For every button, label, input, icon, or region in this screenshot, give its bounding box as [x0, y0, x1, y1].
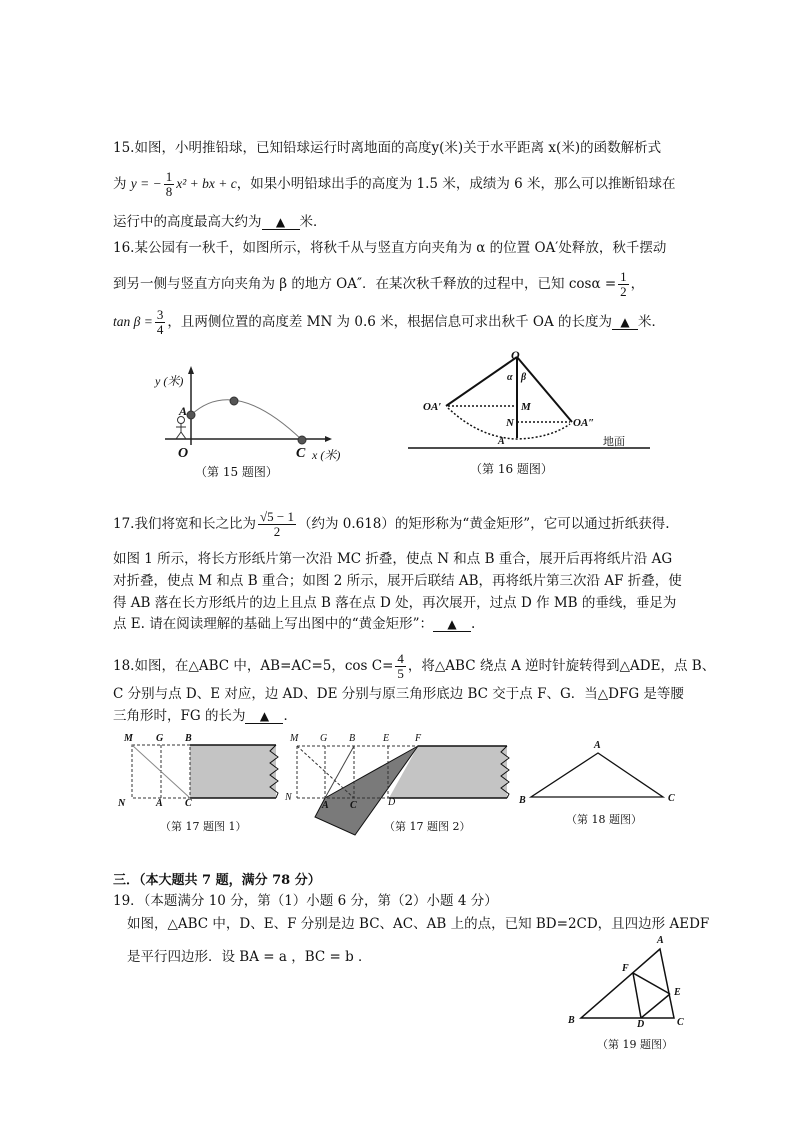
fraction-numerator: 1 [620, 269, 627, 284]
fraction [618, 270, 629, 299]
point-label: B [519, 795, 526, 806]
point-label: D [388, 797, 396, 808]
point-label: C [668, 793, 675, 804]
point-label: M [290, 733, 299, 744]
ground-label: 地面 [603, 435, 625, 448]
point-label: N [118, 798, 126, 809]
point-label: A [322, 800, 329, 811]
point-label: N [506, 417, 514, 429]
point-label: C [185, 798, 192, 809]
point-label: B [185, 733, 192, 744]
q17-text: 如图 1 所示，将长方形纸片第一次沿 MC 折叠，使点 N 和点 B 重合，展开后再将纸片沿 AG [113, 551, 673, 567]
figure-caption: （第 17 题图 1） [160, 820, 247, 833]
fraction [164, 170, 175, 199]
q16-line2 [113, 270, 644, 299]
q15-line3 [113, 213, 327, 231]
q19-text: 如图，△ABC 中，D、E、F 分别是边 BC、AC、AB 上的点，已知 BD=2CD，且四边形 AEDF [127, 916, 710, 932]
point-label: D [637, 1019, 645, 1030]
origin-label: O [178, 446, 189, 461]
question-number: 15. [113, 140, 135, 156]
triangle-icon: ▲ [620, 315, 630, 329]
fraction-denominator: 5 [397, 666, 404, 681]
q15-text: 运行中的高度最高大约为 [113, 214, 262, 230]
q15-text: 为 [113, 176, 127, 192]
q18-line1 [113, 652, 715, 681]
q18-text: ． [283, 708, 297, 724]
question-number: 17. [113, 516, 135, 532]
q17-text: 对折叠，使点 M 和点 B 重合；如图 2 所示，展开后联结 AB，再将纸片第三次沿 AF 折叠，使 [113, 573, 682, 589]
fraction-denominator: 2 [273, 524, 281, 539]
point-label: F [415, 733, 422, 744]
q17-line1 [113, 510, 670, 539]
figure-caption: （第 15 题图） [195, 465, 278, 479]
point-label: G [156, 733, 164, 744]
q16-text: ，且两侧位置的高度差 MN 为 0.6 米，根据信息可求出秋千 OA 的长度为 [167, 314, 613, 330]
fraction-numerator: √5 − 1 [259, 509, 294, 524]
figure-caption: （第 16 题图） [470, 462, 553, 476]
fraction [155, 308, 166, 337]
angle-label: α [507, 372, 513, 383]
point-label: M [124, 733, 133, 744]
fraction-denominator: 4 [156, 322, 164, 337]
point-label: N [285, 792, 292, 803]
q17-text: 得 AB 落在长方形纸片的边上且点 B 落在点 D 处，再次展开，过点 D 作 MB 的垂线，垂足为 [113, 595, 677, 611]
point-label: A [179, 404, 188, 418]
point-label: G [320, 733, 328, 744]
y-axis-label: y (米) [155, 374, 184, 388]
triangle-icon: ▲ [447, 617, 457, 631]
formula: y = − [130, 176, 162, 191]
q18-text: ，将△ABC 绕点 A 逆时针旋转得到△ADE，点 B、 [407, 658, 716, 674]
q19-text: 是平行四边形．设 BA = a ，BC = b ． [127, 949, 372, 965]
q16-text: ， [630, 276, 645, 292]
point-label: F [622, 963, 629, 974]
point-label: E [383, 733, 390, 744]
q15-text: ，如果小明铅球出手的高度为 1.5 米，成绩为 6 米，那么可以推断铅球在 [236, 176, 676, 192]
fraction-numerator: 3 [156, 307, 164, 322]
q15-line1 [113, 139, 661, 157]
point-label: C [350, 800, 357, 811]
q18-text: 如图，在△ABC 中，AB=AC=5，cos C= [134, 658, 394, 674]
q15-text: 如图，小明推铅球，已知铅球运行时离地面的高度y(米)关于水平距离 x(米)的函数解析式 [134, 140, 662, 156]
q16-line1 [113, 239, 666, 257]
x-axis-label: x (米) [312, 448, 341, 462]
answer-blank [262, 215, 300, 230]
q16-text: 米． [638, 314, 666, 330]
answer-blank [612, 315, 638, 330]
question-number: 18. [113, 658, 135, 674]
point-label: O [511, 348, 520, 362]
q16-text: 到另一侧与竖直方向夹角为 β 的地方 OA″．在某次秋千释放的过程中，已知 cosα = [113, 276, 617, 292]
answer-blank [433, 617, 471, 632]
point-label: A [594, 740, 601, 751]
point-label: E [674, 987, 681, 998]
section-title: 三．（本大题共 7 题，满分 78 分） [113, 873, 321, 888]
formula: tan β = [113, 314, 153, 329]
angle-label: β [521, 372, 527, 383]
q18-text: C 分别与点 D、E 对应，边 AD、DE 分别与原三角形底边 BC 交于点 F、G．当△DFG 是等腰 [113, 686, 684, 702]
fraction [258, 510, 296, 539]
point-label: OA″ [573, 417, 595, 429]
q18-line3 [113, 707, 297, 725]
point-label: C [677, 1017, 684, 1028]
q16-line3 [113, 308, 665, 337]
point-label: M [521, 401, 531, 413]
q19-header: 19．（本题满分 10 分，第（1）小题 6 分，第（2）小题 4 分） [113, 893, 498, 909]
fraction [395, 652, 406, 681]
q17-text: 点 E. 请在阅读理解的基础上写出图中的“黄金矩形”： [113, 616, 434, 632]
point-label: B [568, 1015, 575, 1026]
q16-text: 某公园有一秋千，如图所示，将秋千从与竖直方向夹角为 α 的位置 OA′处释放，秋千摆动 [134, 240, 667, 256]
q15-line2 [113, 170, 676, 199]
figure-caption: （第 18 题图） [566, 813, 642, 826]
triangle-icon: ▲ [275, 215, 286, 229]
point-label: A [498, 436, 505, 447]
q17-text: 我们将宽和长之比为 [134, 516, 256, 532]
question-number: 16. [113, 240, 135, 256]
point-label: A [657, 935, 664, 946]
point-label: OA′ [423, 401, 442, 413]
fraction-denominator: 8 [165, 184, 173, 199]
q17-text: . [471, 616, 476, 632]
answer-blank [245, 709, 283, 724]
figure-caption: （第 19 题图） [597, 1038, 673, 1051]
figure-caption: （第 17 题图 2） [384, 820, 471, 833]
point-label: C [296, 446, 306, 461]
fraction-numerator: 4 [397, 651, 404, 666]
fraction-denominator: 2 [620, 284, 627, 299]
point-label: A [156, 798, 163, 809]
fraction-numerator: 1 [165, 169, 173, 184]
q18-text: 三角形时，FG 的长为 [113, 708, 246, 724]
q17-line5 [113, 615, 475, 633]
q17-text: （约为 0.618）的矩形称为“黄金矩形”，它可以通过折纸获得. [297, 516, 670, 532]
point-label: B [349, 733, 356, 744]
q15-text: 米． [299, 214, 327, 230]
triangle-icon: ▲ [259, 709, 270, 723]
formula: x² + bx + c [176, 176, 237, 191]
